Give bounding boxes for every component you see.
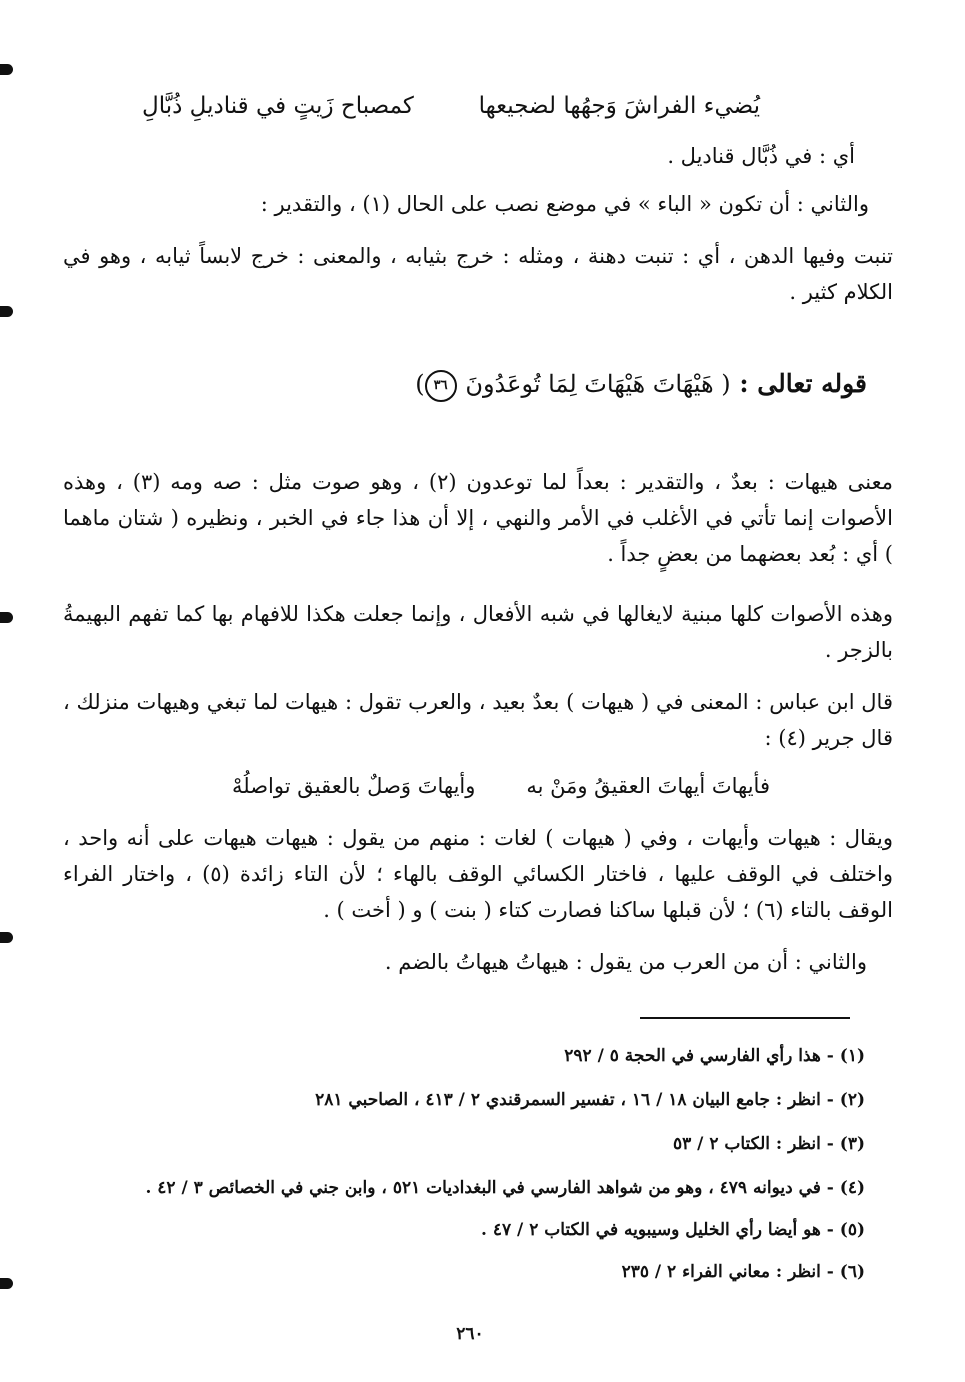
page-number: ٢٦٠ — [456, 1324, 484, 1344]
footnote: (٥) - هو أيضا رأي الخليل وسيبويه في الكتاب ٢ / ٤٧ . — [481, 1220, 865, 1240]
poetry-verse — [210, 768, 770, 804]
ayah-heading — [415, 362, 867, 406]
footnote: (٢) - انظر : جامع البيان ١٨ / ١٦ ، تفسير السمرقندي ٢ / ٤١٣ ، الصاحبي ٢٨١ — [315, 1090, 865, 1110]
footnote: (٦) - انظر : معاني الفراء ٢ / ٢٣٥ — [621, 1262, 865, 1282]
body-line: والثاني : أن تكون « الباء » في موضع نصب على الحال (١) ، والتقدير : — [260, 192, 869, 216]
body-paragraph: قال ابن عباس : المعنى في ( هيهات ) بعدٌ بعيد ، والعرب تقول : هيهات لما تبغي وهيهات منزلك ، قال جرير (٤) : — [63, 690, 893, 750]
scan-mark — [0, 612, 13, 623]
ayah-text: ( هَيْهَاتَ هَيْهَاتَ لِمَا تُوعَدُونَ — [465, 370, 731, 398]
footnote: (١) - هذا رأي الفارسي في الحجة ٥ / ٢٩٢ — [564, 1046, 865, 1066]
poetry-verse — [120, 86, 760, 126]
scan-mark — [0, 306, 13, 317]
verse-hemistich-1: يُضيء الفراشَ وَجهُها لضجيعها — [478, 93, 760, 119]
body-paragraph: وهذه الأصوات كلها مبنية لايغالها في شبه الأفعال ، وإنما جعلت هكذا للافهام بها كما تفهم البهيمةُ بالزجر . — [63, 602, 893, 662]
scan-mark — [0, 64, 13, 75]
body-paragraph: معنى هيهات : بعدٌ ، والتقدير : بعداً لما توعدون (٢) ، وهو صوت مثل : صه ومه (٣) ، وهذه الأصوات إنما تأتي في الأغلب في الأمر والنهي ، إلا أن هذا جاء في الخبر ، ونظيره ( شتان ماهما ) أي : بُعد بعضهما من بعضٍ جداً . — [63, 470, 893, 566]
body-line: أي : في ذُبَّال قناديل . — [667, 144, 855, 168]
heading-label: قوله تعالى : — [739, 369, 867, 398]
verse-hemistich-2: وأيهاتَ وَصلٌ بالعقيق تواصلُهْ — [232, 774, 476, 798]
footnote: (٣) - انظر : الكتاب ٢ / ٥٣ — [673, 1134, 865, 1154]
body-paragraph: تنبت وفيها الدهن ، أي : تنبت دهنة ، ومثله : خرج بثيابه ، والمعنى : خرج لابساً ثيابه ، وهو في الكلام كثير . — [63, 244, 893, 304]
body-paragraph: ويقال : هيهات وأيهات ، وفي ( هيهات ) لغات : منهم من يقول : هيهات هيهات على أنه واحد ، واختلف في الوقف عليها ، فاختار الكسائي الوقف بالهاء ؛ لأن التاء زائدة (٥) ، واختار الفراء الوقف بالتاء (٦) ؛ لأن قبلها ساكنا فصارت كتاء ( بنت ) و ( أخت ) . — [63, 826, 894, 922]
footnote: (٤) - في ديوانه ٤٧٩ ، وهو من شواهد الفارسي في البغداديات ٥٢١ ، وابن جني في الخصائص ٣ / ٤٢ . — [145, 1178, 865, 1198]
scan-mark — [0, 1278, 13, 1289]
footnote-separator — [640, 1017, 850, 1019]
verse-hemistich-1: فأيهاتَ أيهاتَ العقيقُ ومَنْ به — [526, 774, 770, 798]
ayah-close: ) — [415, 370, 425, 398]
body-line: والثاني : أن من العرب من يقول : هيهاتُ هيهاتُ بالضم . — [384, 950, 867, 974]
ayah-number-icon: ٣٦ — [425, 370, 457, 402]
verse-hemistich-2: كمصباح زَيتٍ في قناديلِ ذُبَّالِ — [142, 93, 414, 119]
scan-mark — [0, 932, 13, 943]
